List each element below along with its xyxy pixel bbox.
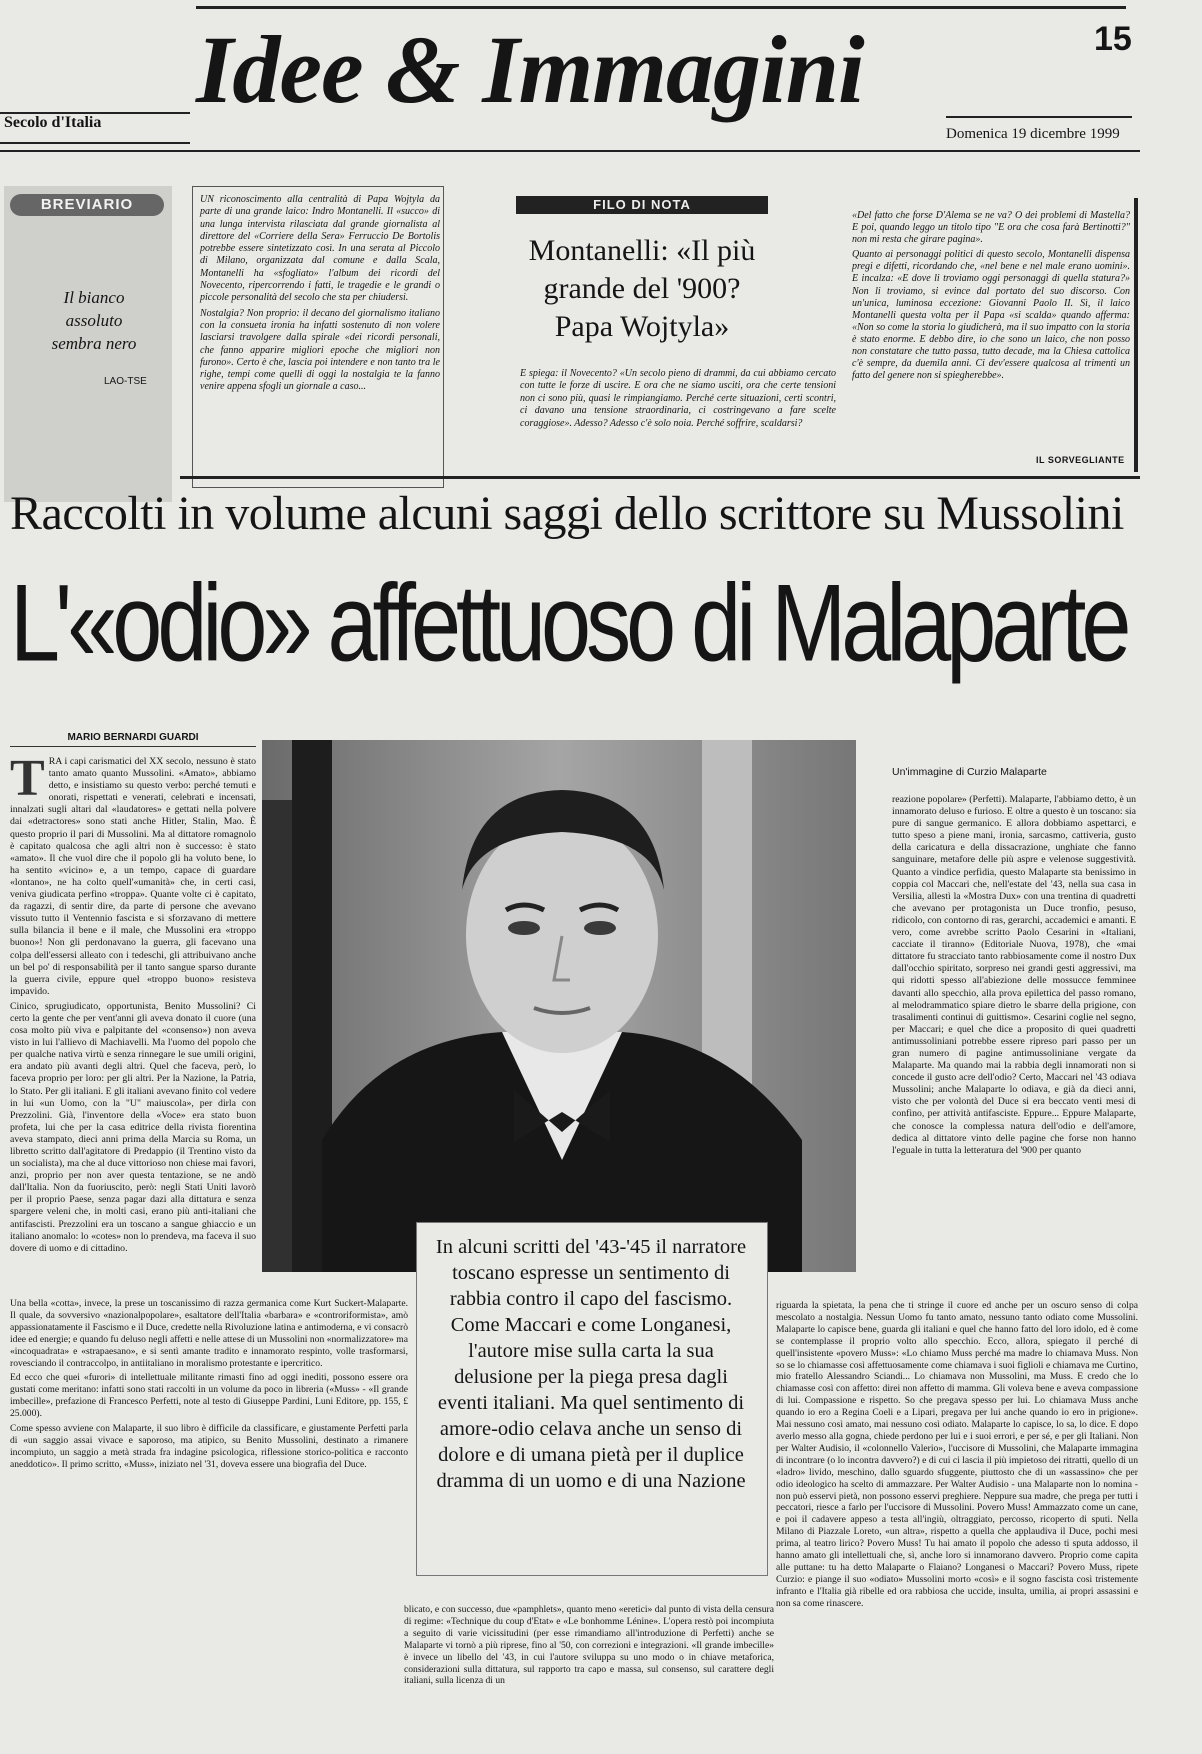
right-paragraph: Quanto ai personaggi politici di questo secolo, Montanelli dispensa pregi e difetti, ricordando che, «nel bene e nel male erano uomini». E incalza: «E dove li troviamo oggi personaggi di quella statura?» Non li troviamo, si evince dal portato del suo discorso. Con un'unica, luminosa eccezione: Giovanni Paolo II. Sì, il laico Montanelli questa volta per il Papa «si scalda» quando afferma: «Non so come la storia lo giudicherà, ma il suo impatto con la storia è stato enorme. E debbo dire, io che sono un laico, che non posso non constatare che tutto passa, tutto decade, ma la Chiesa cattolica c'è sempre, da duemila anni. Ci dev'essere qualcosa al trimenti un fatto del genere non si spiegherebbe». (852, 249, 1130, 382)
intro-column (200, 194, 440, 397)
article-column-1 (10, 750, 256, 1258)
right-signature: IL SORVEGLIANTE (1036, 455, 1125, 465)
article-paragraph-text: RA i capi carismatici del XX secolo, nessuno è stato tanto amato quanto Mussolini. «Amato», abbiamo detto, e insistiamo su questo verbo: perché temuti e onorati, rispettati e venerati, celebrati e incensati, innalzati sugli altari dal «laudatores» e gettati nella polvere dai «detractores» sono stati anche Hitler, Stalin, Mao. È questo proprio il pari di Mussolini. Ma al dittatore romagnolo è capitato qualcosa che agli altri non è successo: è stato «amato». Il che vuol dire che il popolo gli ha voluto bene, lo ha sentito «vicino» e, a un tempo, capace di guardare «lontano», ne ha colto quell'«umanità» che, in certi casi, veniva giudicata perfino «troppa». Quante volte ci è capitato, da ragazzi, di sentir dire, da parte di persone che avevano vissuto tutto il Ventennio fascista e si sforzavano di mettere sulla bilancia il bene e il male, che Mussolini era «troppo buono»! Non gli perdonavano la guerra, gli facevano una colpa dell'essersi alleato con i tedeschi, gli attribuivano anche un bel po' di responsabilità per il tanto sangue sparso durante la guerra civile, eppure quel «troppo buono» resisteva impavido. (10, 756, 256, 997)
breviario-author: LAO-TSE (104, 376, 147, 387)
article-paragraph: Una bella «cotta», invece, la prese un toscanissimo di razza germanica come Kurt Suckert-Malaparte. Il quale, da sovversivo «nazionalpopolare», esaltatore dell'Italia «barbara» e «controriformista», amò appassionatamente il Fascismo e il Duce, credette nella Rivoluzione latina e antimoderna, e vi consacrò idee ed energie; e quando fu deluso negli affetti e nelle attese di un Mussolini non «normalizzatore» ma «incoquadrata» e «strapaesano», e si sentì amante tradito e innamorato respinto, volle trasformarsi, rovesciando il contraccolpo, in antiitaliano in moralismo protestante e ipercritico. (10, 1298, 408, 1369)
masthead-right-rule (946, 116, 1132, 118)
intro-paragraph: UN riconoscimento alla centralità di Papa Wojtyla da parte di una grande laico: Indro Montanelli. Il «succo» di una lunga intervista rilasciata dal grande giornalista al direttore del «Corriere della Sera» Ferruccio De Bortolis potrebbe essere sintetizzato così. In una serata al Piccolo di Milano, organizzata dal comune e dalla Scala, Montanelli ha «sfogliato» l'album dei ricordi del Novecento, ripercorrendo i fatti, le tragedie e le grandi o piccole personalità del secolo che sta per chiudersi. (200, 194, 440, 304)
article-column-3-top: reazione popolare» (Perfetti). Malaparte, l'abbiamo detto, è un innamorato deluso e furioso. E oltre a questo è un toscano: sia pure di sangue germanico. E allora dobbiamo aspettarci, e tutto speso a piene mani, ironia, sarcasmo, cattiveria, gusto della caricatura e della dissacrazione, unghiate che fanno sanguinare, metafore delle più aspre e velenose suggestività. Quanto a vindice perfidia, questo Malaparte sta benissimo in coppia col Maccari che, nell'estate del '43, nella sua casa in Versilia, allestì la «Mostra Dux» con una trentina di quadretti che avevano per protagonista un Duce tronfio, pesuso, ridicolo, con contorno di ras, gerarchi, accademici e amanti. E vero, come avrebbe scritto Paolo Cesarini in «Italiani, cacciate il tiranno» (Editoriale Nuova, 1978), che «mai dittatore fu stracciato tanto rabbiosamente come il nostro Dux dall'occhio spiritato, sorpreso nei grandi gesti aggressivi, ma qui ridotti spesso all'abiezione delle mossucce femminee davanti allo specchio, alla prova epilettica del passo romano, al melodrammatico spiare dietro le sbarre della prigione, con trasalimenti continui di guittismo». Cesarini coglie nel segno, per Maccari; e quel che dice a proposito di quei quadretti antimussoliniani potrebbe essere ripreso pari passo per un gran numero di pagine antimussoliniane vergate da Malaparte. Ma quando mai la rabbia degli innamorati non si concede il gusto acre dell'odio? Certo, Maccari nel '43 odiava Mussolini; anche Malaparte lo odiava, e già da dieci anni, visto che per volontà del Duce si era beccato venti mesi di confino, per attività antifasciste. Eppure... Eppure Malaparte, che conosce la complessa natura dell'odio e dell'amore, dedica al dittatore vinto delle pagine che forse non hanno l'eguale in tutta la letteratura del '900 per quanto (892, 794, 1136, 1156)
section-title: Idee & Immagini (196, 16, 864, 123)
article-kicker: Raccolti in volume alcuni saggi dello scrittore su Mussolini (10, 487, 1124, 540)
breviario-box (4, 186, 172, 502)
right-column (852, 210, 1130, 385)
intro-paragraph: Nostalgia? Non proprio: il decano del giornalismo italiano con la consueta ironia ha infatti sostenuto di non volere lasciarsi travolgere dalla spirale «dei ricordi personali, che fanno apparire migliori epoche che migliori non furono». Certo è che, lascia poi intendere e non tanto tra le righe, tempi come quelli di oggi la nostalgia te la fanno venire appena sfogli un giornale a caso... (200, 307, 440, 393)
masthead-top-rule (196, 6, 1126, 9)
article-column-2 (10, 1298, 408, 1474)
masthead (0, 0, 1202, 150)
article-column-3-bottom: riguarda la spietata, la pena che ti stringe il cuore ed anche per un oscuro senso di colpa mescolato a nostalgia. Nessun Uomo fu tanto amato, nessuno tanto odiato come Mussolini. Malaparte lo capisce bene, guarda gli italiani e quel che hanno fatto del loro idolo, ed è come se contemplasse il proprio volto allo specchio. Ecco, allora, spiegato il perché di quell'insistente «povero Muss»: «Lo chiamo Muss perché ma madre lo chiamava Muss. Non so se lo chiamasse così affettuosamente come chiamava i suoi figlioli e chiamava me Curtino, mio fratello Alessandro Sciandi... Lo chiamava non Mussolini, ma Muss. E credo che lo chiamasse così con affetto: direi non affetto di mamma. Gli voleva bene e aveva compassione di lui. Compassione e rispetto. So che pregava spesso per lui. Lo chiamava Muss anche quando io ero a Regina Coeli e a Lipari, pregava per lui anche quando io ero in prigione». Mai nessuno così amato, mai nessuno così odiato. Malaparte lo capisce, lo sa, lo dice. E dopo averlo messo alla gogna, chiede perdono per lui e i suoi errori, e per sé, e per gli Italiani. Non per Walter Audisio, il «colonnello Valerio», l'uccisore di Mussolini, che Malaparte immagina di incontrare (o lo incontra davvero?) e di cui ci lascia il più impietoso dei ritratti, quello di un «ladro» livido, meschino, dallo sguardo sfuggente, piuttosto che di un «assassino» che per odio ideologico ha scelto di ammazzare. Per Walter Audisio - una Malaparte non lo nomina - non può esservi pietà, non possono esservi preghiere. Neppure sua madre, che prega per tutti i peccatori, riesce a farlo per l'uccisore di Mussolini. Povero Muss! Ammazzato come un cane, e poi il cadavere appeso a testa all'ingiù, oltraggiato, percosso, ricoperto di sputi. Nella Milano di Piazzale Loreto, «un altra», rispetto a quella che applaudiva il Duce, pochi mesi prima, al teatro lirico? Povero Muss! Tu hai amato il popolo che adesso ti sputa addosso, il hanno amato gli intellettuali che, sì, anche loro si innamorano davvero. Proprio come capita alle puttane: tu ha detto Malaparte o Flaiano? Longanesi o Maccari? Povero Muss, ripete Curzio: e piange il suo «odiato» Mussolini morto «così» e il sogno fascista così tristemente infranto e l'Italia già ribelle ed ora rabbiosa che uccide, insulta, umilia, ai propri assassini e non sa come rinascere. (776, 1300, 1138, 1609)
byline: MARIO BERNARDI GUARDI (67, 732, 199, 743)
drop-cap: T (10, 750, 45, 807)
article-paragraph: Ed ecco che quei «furori» di intellettuale militante rimasti fino ad oggi inediti, possono essere ora gustati come meritano: infatti sono stati raccolti in un volume da poco in libreria («Muss» - «Il grande imbecille», prefazione di Francesco Perfetti, note al testo di Giuseppe Pardini, Luni Editore, pp. 155, £ 25.000). (10, 1372, 408, 1420)
article-paragraph: Cinico, sprugiudicato, opportunista, Benito Mussolini? Ci certo la gente che per vent'anni gli aveva donato il cuore (una cosa molto più viva e palpitante del «consenso») non aveva visto in lui l'allievo di Machiavelli. Ma l'uomo del popolo che per qualche nativa virtù e senza rinnegare le sue umili origini, era andato più avanti degli altri. Quel che faceva, però, lo faceva proprio per loro: per gli altri. Per la Nazione, la Patria, lo Stato. Per gli italiani. E gli italiani avevano finito col vedere in lui «un Uomo, con la "U" maiuscola», per dirla con Prezzolini. Già, l'inventore della «Voce» era stato buon profeta, lui che per la casa editrice della rivista fiorentina aveva stampato, dieci anni prima della Marcia su Roma, un libretto scritto dall'agitatore di Predappio (il Trentino visto da un socialista), ma che al duce vittorioso non chiese mai favori, anzi, proprio per non aver questa tentazione, se ne andò dall'Italia. Non da fuoriuscito, però: negli Stati Uniti lavorò per il proprio Paese, senza pagar dazi alla dittatura e senza spargere veleni che, in molti casi, erano più anti-italiani che antifascisti. Prezzolini era un toscano a sangue ghiaccio e un italiano anomalo: lo «cotes» non lo prendeva, ma faceva il suo dovere di uomo e di cittadino. (10, 1000, 256, 1254)
masthead-bottom-rule (0, 150, 1140, 152)
paper-name: Secolo d'Italia (4, 114, 102, 131)
article-paragraph (10, 750, 256, 998)
right-box-bracket (1134, 198, 1138, 472)
date: Domenica 19 dicembre 1999 (946, 126, 1120, 142)
article-headline: L'«odio» affettuoso di Malaparte (10, 562, 1127, 685)
filo-di-nota-label: FILO DI NOTA (516, 196, 768, 214)
pull-quote: In alcuni scritti del '43-'45 il narratore toscano espresse un sentimento di rabbia contro il capo del fascismo. Come Maccari e come Longanesi, l'autore mise sulla carta la sua delusione per la piega presa dagli eventi italiani. Ma quel sentimento di amore-odio celava anche un senso di dolore e di umana pietà per il duplice dramma di un uomo e di una Nazione (435, 1236, 747, 1492)
breviario-label: BREVIARIO (10, 194, 164, 216)
page-number: 15 (1094, 20, 1132, 58)
portrait-image (262, 740, 856, 1272)
filo-di-nota-headline: Montanelli: «Il più grande del '900? Papa Wojtyla» (528, 234, 756, 343)
right-paragraph: «Del fatto che forse D'Alema se ne va? O dei problemi di Mastella? E poi, quando leggo un titolo tipo "E ora che cosa farà Bertinotti?" non mi resta che girare pagina». (852, 210, 1130, 246)
malaparte-photo (262, 740, 856, 1272)
top-section-bottom-rule (180, 476, 1140, 479)
article-paragraph: Come spesso avviene con Malaparte, il suo libro è difficile da classificare, e giustamente Perfetti parla di «un saggio assai vivace e saporoso, ma atipico, su Benito Mussolini, destinato a rimanere incompiuto, un saggio a metà strada fra indagine psicologica, riflessione storico-politica e racconto aneddotico». Il primo scritto, «Muss», iniziato nel '31, doveva essere una biografia del Duce. (10, 1423, 408, 1470)
article-bottom-middle: blicato, e con successo, due «pamphlets», quanto meno «eretici» dal punto di vista della censura di regime: «Technique du coup d'Etat» e «Le bonhomme Lénine». L'opera restò poi incompiuta a seguito di varie vicissitudini (per esse rimandiamo all'introduzione di Perfetti) anche se Malaparte vi tornò a più riprese, fino al '50, con correzioni e integrazioni. «Il grande imbecille» è invece un libello del '43, in cui l'autore sviluppa su uno modo o in chiave metaforica, considerazioni sulla dittatura, sul rapporto tra capo e massa, sul consenso, sul carattere degli italiani, sulla licenza di un (404, 1604, 774, 1687)
photo-caption: Un'immagine di Curzio Malaparte (892, 766, 1047, 778)
breviario-quote: Il bianco assoluto sembra nero (51, 288, 137, 353)
masthead-left-rule (0, 112, 190, 114)
byline-rule (10, 746, 256, 747)
masthead-left-rule-bottom (0, 142, 190, 144)
filo-di-nota-body: E spiega: il Novecento? «Un secolo pieno di drammi, da cui abbiamo cercato con tutte le forze di uscire. E ora che ne siamo usciti, ora che certe tensioni non ci sono più, quasi le rimpiangiamo. Perché certe situazioni, certi scontri, ci davano una tensione straordinaria, ci costringevano a fare scelte coraggiose». Adesso? Adesso c'è solo noia. Perché soffrire, scaldarsi? (520, 368, 836, 429)
